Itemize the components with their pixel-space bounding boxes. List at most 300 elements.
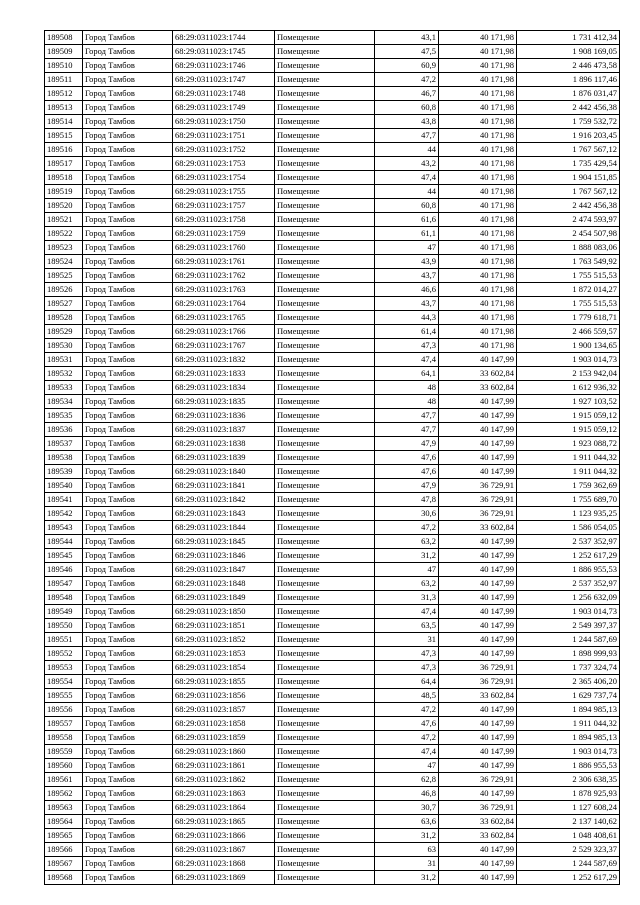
cadastral-value-cell: 2 474 593,97	[517, 213, 620, 227]
area-cell: 47	[375, 241, 439, 255]
area-cell: 46,7	[375, 87, 439, 101]
cadastral-number-cell: 68:29:0311023:1748	[173, 87, 275, 101]
cadastral-number-cell: 68:29:0311023:1750	[173, 115, 275, 129]
unit-value-cell: 40 147,99	[439, 437, 517, 451]
cadastral-value-cell: 1 759 532,72	[517, 115, 620, 129]
locality-cell: Город Тамбов	[83, 689, 173, 703]
area-cell: 47,9	[375, 437, 439, 451]
locality-cell: Город Тамбов	[83, 661, 173, 675]
row-number-cell: 189533	[45, 381, 83, 395]
area-cell: 31,2	[375, 829, 439, 843]
cadastral-value-cell: 2 306 638,35	[517, 773, 620, 787]
object-type-cell: Помещение	[275, 157, 375, 171]
cadastral-number-cell: 68:29:0311023:1758	[173, 213, 275, 227]
area-cell: 31	[375, 857, 439, 871]
cadastral-number-cell: 68:29:0311023:1764	[173, 297, 275, 311]
cadastral-value-cell: 2 537 352,97	[517, 577, 620, 591]
locality-cell: Город Тамбов	[83, 213, 173, 227]
area-cell: 60,8	[375, 101, 439, 115]
area-cell: 44	[375, 143, 439, 157]
cadastral-number-cell: 68:29:0311023:1853	[173, 647, 275, 661]
object-type-cell: Помещение	[275, 535, 375, 549]
object-type-cell: Помещение	[275, 507, 375, 521]
table-row	[45, 689, 620, 703]
object-type-cell: Помещение	[275, 199, 375, 213]
cadastral-value-cell: 2 137 140,62	[517, 815, 620, 829]
locality-cell: Город Тамбов	[83, 59, 173, 73]
locality-cell: Город Тамбов	[83, 185, 173, 199]
table-row	[45, 479, 620, 493]
unit-value-cell: 33 602,84	[439, 381, 517, 395]
unit-value-cell: 40 147,99	[439, 745, 517, 759]
table-row	[45, 353, 620, 367]
unit-value-cell: 40 171,98	[439, 31, 517, 45]
row-number-cell: 189566	[45, 843, 83, 857]
object-type-cell: Помещение	[275, 479, 375, 493]
unit-value-cell: 33 602,84	[439, 689, 517, 703]
locality-cell: Город Тамбов	[83, 325, 173, 339]
table-row	[45, 619, 620, 633]
object-type-cell: Помещение	[275, 591, 375, 605]
unit-value-cell: 40 171,98	[439, 339, 517, 353]
unit-value-cell: 40 171,98	[439, 185, 517, 199]
unit-value-cell: 36 729,91	[439, 479, 517, 493]
object-type-cell: Помещение	[275, 339, 375, 353]
locality-cell: Город Тамбов	[83, 857, 173, 871]
cadastral-number-cell: 68:29:0311023:1842	[173, 493, 275, 507]
cadastral-number-cell: 68:29:0311023:1841	[173, 479, 275, 493]
table-row	[45, 507, 620, 521]
table-row	[45, 129, 620, 143]
locality-cell: Город Тамбов	[83, 297, 173, 311]
unit-value-cell: 40 147,99	[439, 451, 517, 465]
cadastral-value-table	[44, 30, 620, 885]
object-type-cell: Помещение	[275, 745, 375, 759]
area-cell: 63,2	[375, 535, 439, 549]
locality-cell: Город Тамбов	[83, 619, 173, 633]
cadastral-value-cell: 1 903 014,73	[517, 745, 620, 759]
table-row	[45, 339, 620, 353]
cadastral-number-cell: 68:29:0311023:1857	[173, 703, 275, 717]
row-number-cell: 189565	[45, 829, 83, 843]
table-row	[45, 829, 620, 843]
unit-value-cell: 40 171,98	[439, 73, 517, 87]
unit-value-cell: 40 171,98	[439, 171, 517, 185]
cadastral-number-cell: 68:29:0311023:1848	[173, 577, 275, 591]
row-number-cell: 189531	[45, 353, 83, 367]
locality-cell: Город Тамбов	[83, 549, 173, 563]
unit-value-cell: 40 171,98	[439, 157, 517, 171]
cadastral-value-cell: 1 755 689,70	[517, 493, 620, 507]
cadastral-number-cell: 68:29:0311023:1753	[173, 157, 275, 171]
cadastral-value-cell: 1 911 044,32	[517, 717, 620, 731]
cadastral-value-cell: 1 048 408,61	[517, 829, 620, 843]
unit-value-cell: 40 147,99	[439, 843, 517, 857]
row-number-cell: 189521	[45, 213, 83, 227]
locality-cell: Город Тамбов	[83, 815, 173, 829]
object-type-cell: Помещение	[275, 59, 375, 73]
object-type-cell: Помещение	[275, 815, 375, 829]
area-cell: 43,9	[375, 255, 439, 269]
area-cell: 63,2	[375, 577, 439, 591]
row-number-cell: 189557	[45, 717, 83, 731]
cadastral-value-cell: 1 735 429,54	[517, 157, 620, 171]
area-cell: 47,2	[375, 731, 439, 745]
area-cell: 47,7	[375, 409, 439, 423]
table-row	[45, 563, 620, 577]
row-number-cell: 189550	[45, 619, 83, 633]
locality-cell: Город Тамбов	[83, 381, 173, 395]
row-number-cell: 189529	[45, 325, 83, 339]
unit-value-cell: 40 147,99	[439, 563, 517, 577]
unit-value-cell: 40 147,99	[439, 395, 517, 409]
area-cell: 47,3	[375, 647, 439, 661]
table-row	[45, 549, 620, 563]
cadastral-number-cell: 68:29:0311023:1745	[173, 45, 275, 59]
row-number-cell: 189535	[45, 409, 83, 423]
locality-cell: Город Тамбов	[83, 465, 173, 479]
table-row	[45, 857, 620, 871]
object-type-cell: Помещение	[275, 395, 375, 409]
locality-cell: Город Тамбов	[83, 731, 173, 745]
locality-cell: Город Тамбов	[83, 801, 173, 815]
table-row	[45, 759, 620, 773]
cadastral-value-cell: 1 896 117,46	[517, 73, 620, 87]
locality-cell: Город Тамбов	[83, 143, 173, 157]
table-row	[45, 815, 620, 829]
unit-value-cell: 40 147,99	[439, 731, 517, 745]
cadastral-number-cell: 68:29:0311023:1860	[173, 745, 275, 759]
cadastral-number-cell: 68:29:0311023:1854	[173, 661, 275, 675]
cadastral-number-cell: 68:29:0311023:1744	[173, 31, 275, 45]
cadastral-number-cell: 68:29:0311023:1761	[173, 255, 275, 269]
object-type-cell: Помещение	[275, 227, 375, 241]
row-number-cell: 189552	[45, 647, 83, 661]
unit-value-cell: 40 147,99	[439, 759, 517, 773]
cadastral-value-cell: 1 256 632,09	[517, 591, 620, 605]
locality-cell: Город Тамбов	[83, 759, 173, 773]
object-type-cell: Помещение	[275, 829, 375, 843]
cadastral-number-cell: 68:29:0311023:1836	[173, 409, 275, 423]
object-type-cell: Помещение	[275, 101, 375, 115]
cadastral-value-cell: 1 886 955,53	[517, 759, 620, 773]
table-row	[45, 185, 620, 199]
area-cell: 61,4	[375, 325, 439, 339]
locality-cell: Город Тамбов	[83, 45, 173, 59]
unit-value-cell: 40 171,98	[439, 255, 517, 269]
locality-cell: Город Тамбов	[83, 367, 173, 381]
row-number-cell: 189526	[45, 283, 83, 297]
unit-value-cell: 40 171,98	[439, 101, 517, 115]
object-type-cell: Помещение	[275, 381, 375, 395]
table-row	[45, 87, 620, 101]
row-number-cell: 189527	[45, 297, 83, 311]
area-cell: 48	[375, 381, 439, 395]
row-number-cell: 189561	[45, 773, 83, 787]
row-number-cell: 189516	[45, 143, 83, 157]
area-cell: 47,9	[375, 479, 439, 493]
cadastral-value-cell: 1 244 587,69	[517, 857, 620, 871]
unit-value-cell: 40 147,99	[439, 409, 517, 423]
area-cell: 47,4	[375, 605, 439, 619]
object-type-cell: Помещение	[275, 255, 375, 269]
cadastral-number-cell: 68:29:0311023:1867	[173, 843, 275, 857]
locality-cell: Город Тамбов	[83, 115, 173, 129]
cadastral-number-cell: 68:29:0311023:1849	[173, 591, 275, 605]
object-type-cell: Помещение	[275, 269, 375, 283]
object-type-cell: Помещение	[275, 731, 375, 745]
unit-value-cell: 40 147,99	[439, 423, 517, 437]
unit-value-cell: 40 171,98	[439, 283, 517, 297]
row-number-cell: 189558	[45, 731, 83, 745]
object-type-cell: Помещение	[275, 423, 375, 437]
object-type-cell: Помещение	[275, 409, 375, 423]
unit-value-cell: 40 147,99	[439, 619, 517, 633]
row-number-cell: 189545	[45, 549, 83, 563]
object-type-cell: Помещение	[275, 549, 375, 563]
table-row	[45, 31, 620, 45]
unit-value-cell: 40 171,98	[439, 45, 517, 59]
unit-value-cell: 36 729,91	[439, 773, 517, 787]
locality-cell: Город Тамбов	[83, 395, 173, 409]
area-cell: 46,6	[375, 283, 439, 297]
locality-cell: Город Тамбов	[83, 227, 173, 241]
locality-cell: Город Тамбов	[83, 829, 173, 843]
cadastral-number-cell: 68:29:0311023:1862	[173, 773, 275, 787]
cadastral-value-cell: 1 927 103,52	[517, 395, 620, 409]
object-type-cell: Помещение	[275, 703, 375, 717]
area-cell: 46,8	[375, 787, 439, 801]
row-number-cell: 189536	[45, 423, 83, 437]
cadastral-number-cell: 68:29:0311023:1751	[173, 129, 275, 143]
area-cell: 43,1	[375, 31, 439, 45]
row-number-cell: 189525	[45, 269, 83, 283]
object-type-cell: Помещение	[275, 675, 375, 689]
table-row	[45, 227, 620, 241]
unit-value-cell: 40 147,99	[439, 787, 517, 801]
cadastral-value-cell: 1 763 549,92	[517, 255, 620, 269]
object-type-cell: Помещение	[275, 325, 375, 339]
row-number-cell: 189513	[45, 101, 83, 115]
row-number-cell: 189562	[45, 787, 83, 801]
area-cell: 30,7	[375, 801, 439, 815]
unit-value-cell: 40 147,99	[439, 605, 517, 619]
table-row	[45, 73, 620, 87]
cadastral-value-cell: 1 737 324,74	[517, 661, 620, 675]
object-type-cell: Помещение	[275, 773, 375, 787]
table-row	[45, 535, 620, 549]
row-number-cell: 189543	[45, 521, 83, 535]
row-number-cell: 189541	[45, 493, 83, 507]
cadastral-number-cell: 68:29:0311023:1767	[173, 339, 275, 353]
locality-cell: Город Тамбов	[83, 871, 173, 885]
table-row	[45, 605, 620, 619]
unit-value-cell: 40 171,98	[439, 311, 517, 325]
cadastral-value-cell: 1 586 054,05	[517, 521, 620, 535]
cadastral-number-cell: 68:29:0311023:1834	[173, 381, 275, 395]
cadastral-value-cell: 1 904 151,85	[517, 171, 620, 185]
cadastral-value-cell: 1 767 567,12	[517, 143, 620, 157]
area-cell: 60,9	[375, 59, 439, 73]
cadastral-value-cell: 1 915 059,12	[517, 409, 620, 423]
cadastral-number-cell: 68:29:0311023:1865	[173, 815, 275, 829]
table-row	[45, 311, 620, 325]
area-cell: 43,7	[375, 297, 439, 311]
area-cell: 44	[375, 185, 439, 199]
unit-value-cell: 36 729,91	[439, 507, 517, 521]
unit-value-cell: 36 729,91	[439, 661, 517, 675]
area-cell: 47	[375, 759, 439, 773]
cadastral-number-cell: 68:29:0311023:1762	[173, 269, 275, 283]
cadastral-value-cell: 1 755 515,53	[517, 269, 620, 283]
row-number-cell: 189568	[45, 871, 83, 885]
row-number-cell: 189515	[45, 129, 83, 143]
locality-cell: Город Тамбов	[83, 703, 173, 717]
cadastral-value-cell: 1 894 985,13	[517, 731, 620, 745]
unit-value-cell: 40 171,98	[439, 115, 517, 129]
area-cell: 47,2	[375, 73, 439, 87]
object-type-cell: Помещение	[275, 171, 375, 185]
cadastral-value-cell: 1 903 014,73	[517, 353, 620, 367]
row-number-cell: 189519	[45, 185, 83, 199]
unit-value-cell: 40 171,98	[439, 87, 517, 101]
cadastral-number-cell: 68:29:0311023:1759	[173, 227, 275, 241]
cadastral-number-cell: 68:29:0311023:1861	[173, 759, 275, 773]
object-type-cell: Помещение	[275, 801, 375, 815]
row-number-cell: 189559	[45, 745, 83, 759]
object-type-cell: Помещение	[275, 213, 375, 227]
cadastral-number-cell: 68:29:0311023:1856	[173, 689, 275, 703]
locality-cell: Город Тамбов	[83, 507, 173, 521]
table-row	[45, 633, 620, 647]
cadastral-value-cell: 1 923 088,72	[517, 437, 620, 451]
row-number-cell: 189544	[45, 535, 83, 549]
area-cell: 63,6	[375, 815, 439, 829]
row-number-cell: 189546	[45, 563, 83, 577]
cadastral-number-cell: 68:29:0311023:1847	[173, 563, 275, 577]
object-type-cell: Помещение	[275, 31, 375, 45]
unit-value-cell: 40 171,98	[439, 129, 517, 143]
locality-cell: Город Тамбов	[83, 31, 173, 45]
locality-cell: Город Тамбов	[83, 521, 173, 535]
table-row	[45, 423, 620, 437]
unit-value-cell: 40 171,98	[439, 199, 517, 213]
row-number-cell: 189551	[45, 633, 83, 647]
area-cell: 47	[375, 563, 439, 577]
table-row	[45, 871, 620, 885]
area-cell: 30,6	[375, 507, 439, 521]
unit-value-cell: 40 171,98	[439, 227, 517, 241]
area-cell: 47,2	[375, 703, 439, 717]
area-cell: 31,3	[375, 591, 439, 605]
locality-cell: Город Тамбов	[83, 605, 173, 619]
object-type-cell: Помещение	[275, 353, 375, 367]
cadastral-value-cell: 2 466 559,57	[517, 325, 620, 339]
locality-cell: Город Тамбов	[83, 255, 173, 269]
area-cell: 31,2	[375, 871, 439, 885]
area-cell: 47,3	[375, 661, 439, 675]
cadastral-value-cell: 1 915 059,12	[517, 423, 620, 437]
row-number-cell: 189563	[45, 801, 83, 815]
area-cell: 47,4	[375, 171, 439, 185]
cadastral-number-cell: 68:29:0311023:1851	[173, 619, 275, 633]
table-row	[45, 297, 620, 311]
locality-cell: Город Тамбов	[83, 563, 173, 577]
table-row	[45, 451, 620, 465]
locality-cell: Город Тамбов	[83, 157, 173, 171]
row-number-cell: 189547	[45, 577, 83, 591]
locality-cell: Город Тамбов	[83, 577, 173, 591]
object-type-cell: Помещение	[275, 521, 375, 535]
table-row	[45, 269, 620, 283]
area-cell: 44,3	[375, 311, 439, 325]
table-row	[45, 213, 620, 227]
object-type-cell: Помещение	[275, 45, 375, 59]
cadastral-value-cell: 2 549 397,37	[517, 619, 620, 633]
object-type-cell: Помещение	[275, 367, 375, 381]
object-type-cell: Помещение	[275, 451, 375, 465]
cadastral-number-cell: 68:29:0311023:1749	[173, 101, 275, 115]
cadastral-value-cell: 1 127 608,24	[517, 801, 620, 815]
unit-value-cell: 40 147,99	[439, 857, 517, 871]
object-type-cell: Помещение	[275, 493, 375, 507]
area-cell: 47,7	[375, 423, 439, 437]
locality-cell: Город Тамбов	[83, 73, 173, 87]
area-cell: 64,4	[375, 675, 439, 689]
table-row	[45, 493, 620, 507]
locality-cell: Город Тамбов	[83, 773, 173, 787]
row-number-cell: 189542	[45, 507, 83, 521]
object-type-cell: Помещение	[275, 563, 375, 577]
cadastral-value-cell: 1 911 044,32	[517, 451, 620, 465]
unit-value-cell: 36 729,91	[439, 675, 517, 689]
row-number-cell: 189509	[45, 45, 83, 59]
cadastral-number-cell: 68:29:0311023:1846	[173, 549, 275, 563]
locality-cell: Город Тамбов	[83, 451, 173, 465]
object-type-cell: Помещение	[275, 465, 375, 479]
row-number-cell: 189528	[45, 311, 83, 325]
cadastral-number-cell: 68:29:0311023:1838	[173, 437, 275, 451]
unit-value-cell: 40 171,98	[439, 213, 517, 227]
document-page	[44, 30, 619, 885]
object-type-cell: Помещение	[275, 73, 375, 87]
locality-cell: Город Тамбов	[83, 647, 173, 661]
unit-value-cell: 40 147,99	[439, 703, 517, 717]
table-row	[45, 773, 620, 787]
table-row	[45, 787, 620, 801]
cadastral-number-cell: 68:29:0311023:1852	[173, 633, 275, 647]
cadastral-value-cell: 1 779 618,71	[517, 311, 620, 325]
cadastral-value-cell: 1 911 044,32	[517, 465, 620, 479]
cadastral-number-cell: 68:29:0311023:1765	[173, 311, 275, 325]
unit-value-cell: 40 147,99	[439, 633, 517, 647]
cadastral-number-cell: 68:29:0311023:1869	[173, 871, 275, 885]
row-number-cell: 189508	[45, 31, 83, 45]
row-number-cell: 189532	[45, 367, 83, 381]
object-type-cell: Помещение	[275, 857, 375, 871]
locality-cell: Город Тамбов	[83, 241, 173, 255]
cadastral-value-cell: 1 252 617,29	[517, 549, 620, 563]
cadastral-number-cell: 68:29:0311023:1858	[173, 717, 275, 731]
locality-cell: Город Тамбов	[83, 535, 173, 549]
table-body	[45, 31, 620, 885]
cadastral-number-cell: 68:29:0311023:1752	[173, 143, 275, 157]
locality-cell: Город Тамбов	[83, 353, 173, 367]
object-type-cell: Помещение	[275, 185, 375, 199]
unit-value-cell: 36 729,91	[439, 801, 517, 815]
cadastral-value-cell: 1 612 936,32	[517, 381, 620, 395]
row-number-cell: 189530	[45, 339, 83, 353]
